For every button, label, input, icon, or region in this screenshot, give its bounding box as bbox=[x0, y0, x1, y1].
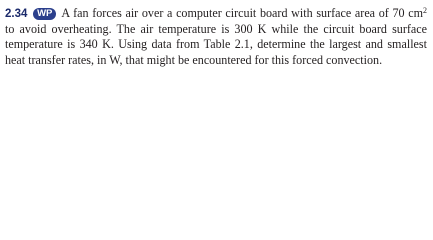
problem-statement bbox=[5, 6, 427, 68]
problem-paragraph bbox=[5, 6, 427, 68]
problem-text-part2: to avoid overheating. The air temperature is 300 K while the circuit board surface temperature is 340 K. Using data from Table 2.1, determine the largest and smallest heat transfer rates, in W, that might be encountered for this forced convection. bbox=[5, 22, 427, 67]
problem-text-part1: A fan forces air over a computer circuit board with surface area of 70 cm bbox=[61, 6, 424, 20]
area-exponent: 2 bbox=[423, 6, 428, 15]
problem-number: 2.34 bbox=[5, 8, 28, 20]
wp-badge: WP bbox=[33, 8, 56, 20]
